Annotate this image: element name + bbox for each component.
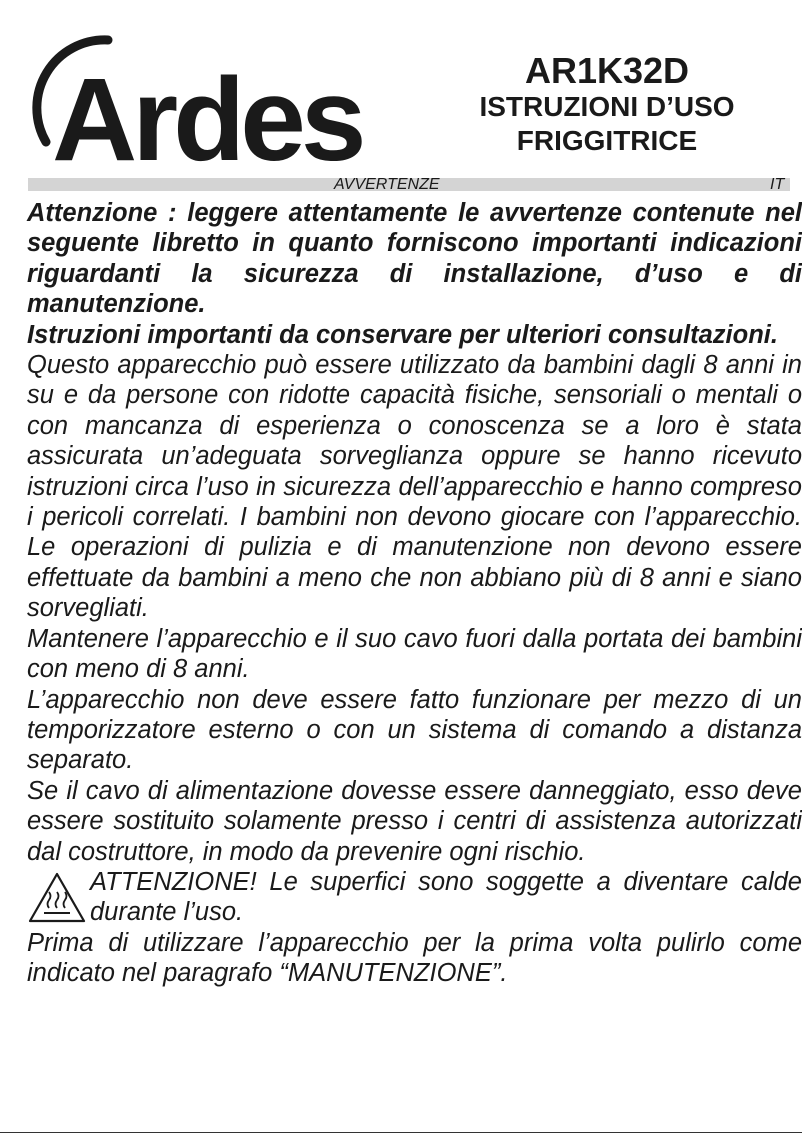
document-header xyxy=(442,52,772,158)
product-name: FRIGGITRICE xyxy=(516,125,698,156)
section-title: AVVERTENZE xyxy=(334,176,440,193)
language-code: IT xyxy=(770,176,785,193)
document-title: ISTRUZIONI D’USO xyxy=(479,91,735,122)
logo-text: Ardes xyxy=(52,54,362,172)
hot-surface-text: ATTENZIONE! Le superfici sono soggette a diventare calde durante l’uso. xyxy=(90,867,802,927)
brand-logo xyxy=(30,32,370,172)
page-bottom-rule xyxy=(0,1132,802,1133)
paragraph-timer: L’apparecchio non deve essere fatto funzionare per mezzo di un temporizzatore esterno o con un sistema di comando a distanza separato. xyxy=(27,685,802,775)
paragraph-children-use: Questo apparecchio può essere utilizzato da bambini dagli 8 anni in su e da persone con ridotte capacità fisiche, sensoriali o mentali o con mancanza di esperienza o conoscenza se a loro è stata assicurata un’adeguata sorveglianza oppure se hanno ricevuto istruzioni circa l’uso in sicurezza dell’apparecchio e hanno compreso i pericoli correlati. I bambini non devono giocare con l’apparecchio. Le operazioni di pulizia e di manutenzione non devono essere effettuate da bambini a meno che non abbiano più di 8 anni e siano sorvegliati. xyxy=(27,351,802,623)
warnings-body xyxy=(27,198,802,989)
hot-surface-warning-icon xyxy=(27,870,87,924)
paragraph-keep-instructions: Istruzioni importanti da conservare per ulteriori consultazioni. xyxy=(27,320,778,349)
model-number: AR1K32D xyxy=(524,50,690,91)
paragraph-keep-away: Mantenere l’apparecchio e il suo cavo fuori dalla portata dei bambini con meno di 8 anni. xyxy=(27,624,802,684)
paragraph-first-use: Prima di utilizzare l’apparecchio per la prima volta pulirlo come indicato nel paragrafo “MANUTENZIONE”. xyxy=(27,928,802,988)
paragraph-hot-surface xyxy=(27,867,802,928)
paragraph-attention: Attenzione : leggere attentamente le avvertenze contenute nel seguente libretto in quanto forniscono importanti indicazioni riguardanti la sicurezza di installazione, d’uso e di manutenzione. xyxy=(27,199,802,319)
paragraph-cable: Se il cavo di alimentazione dovesse essere danneggiato, esso deve essere sostituito solamente presso i centri di assistenza autorizzati dal costruttore, in modo da prevenire ogni rischio. xyxy=(27,776,802,866)
